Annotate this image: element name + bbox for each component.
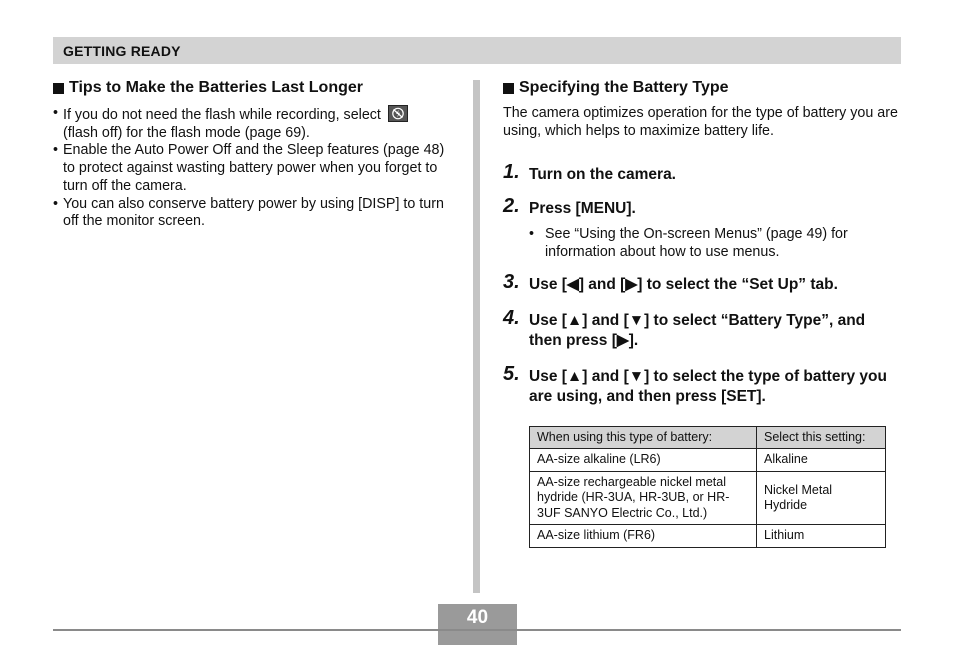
step-text: Press [MENU].: [529, 200, 636, 218]
table-row: [530, 471, 886, 525]
step-number: 2.: [503, 195, 520, 218]
right-column: [503, 78, 901, 548]
step-number: 3.: [503, 270, 520, 293]
step-text: Turn on the camera.: [529, 166, 676, 184]
step-4: [503, 306, 901, 351]
step-text: Use [◀] and [▶] to select the “Set Up” tab.: [529, 275, 838, 293]
section-title: GETTING READY: [63, 43, 181, 59]
table-cell: AA-size rechargeable nickel metal hydride (HR-3UA, HR-3UB, or HR-3UF SANYO Electric Co., Ltd.): [530, 471, 757, 525]
tips-list: [53, 105, 448, 231]
tips-heading: [53, 78, 448, 98]
table-cell: AA-size alkaline (LR6): [530, 449, 757, 472]
step-2-note-text: See “Using the On-screen Menus” (page 49) for information about how to use menus.: [545, 226, 848, 261]
table-header-cell: Select this setting:: [757, 426, 886, 449]
table-cell: Alkaline: [757, 449, 886, 472]
list-item: • If you do not need the flash while recording, select (flash off) for the flash mode (page 69).: [53, 105, 448, 142]
battery-type-heading-text: Specifying the Battery Type: [519, 79, 729, 96]
step-2-note: • See “Using the On-screen Menus” (page 49) for information about how to use menus.: [529, 226, 848, 261]
page-number: 40: [466, 607, 489, 628]
table-row: [530, 449, 886, 472]
page-number-box: [438, 604, 517, 630]
table-cell: AA-size lithium (FR6): [530, 525, 757, 548]
table-header-cell: When using this type of battery:: [530, 426, 757, 449]
battery-type-table: [529, 426, 886, 548]
intro-paragraph: The camera optimizes operation for the type of battery you are using, which helps to maximize battery life.: [503, 105, 898, 139]
step-2: [503, 195, 901, 219]
step-3: [503, 270, 901, 295]
step-number: 4.: [503, 306, 520, 329]
battery-type-heading: [503, 78, 901, 98]
tip-3: You can also conserve battery power by using [DISP] to turn off the monitor screen.: [63, 195, 444, 230]
tip-1-post: (flash off) for the flash mode (page 69).: [63, 124, 310, 141]
column-divider: [473, 80, 480, 593]
table-row: [530, 525, 886, 548]
table-cell: Lithium: [757, 525, 886, 548]
section-header: [53, 37, 901, 64]
tip-1-pre: If you do not need the flash while recording, select: [63, 107, 381, 123]
table-header-row: [530, 426, 886, 449]
list-item: • You can also conserve battery power by using [DISP] to turn off the monitor screen.: [53, 195, 444, 230]
list-item: • Enable the Auto Power Off and the Sleep features (page 48) to protect against wasting battery power when you forget to turn off the camera.: [53, 142, 445, 194]
square-bullet-icon: [503, 83, 514, 94]
step-text: Use [▲] and [▼] to select “Battery Type”, and then press [▶].: [529, 311, 866, 349]
tips-heading-text: Tips to Make the Batteries Last Longer: [69, 79, 363, 96]
step-5: [503, 362, 901, 407]
table-cell: Nickel Metal Hydride: [757, 471, 886, 525]
square-bullet-icon: [53, 83, 64, 94]
step-number: 1.: [503, 161, 520, 184]
step-1: [503, 161, 901, 185]
left-column: [53, 78, 448, 231]
tip-2: Enable the Auto Power Off and the Sleep features (page 48) to protect against wasting battery power when you forget to turn off the camera.: [63, 142, 445, 194]
step-text: Use [▲] and [▼] to select the type of battery you are using, and then press [SET].: [529, 367, 887, 405]
step-number: 5.: [503, 362, 520, 385]
page-number-box-tail: [438, 631, 517, 645]
flash-off-icon: [388, 105, 408, 122]
